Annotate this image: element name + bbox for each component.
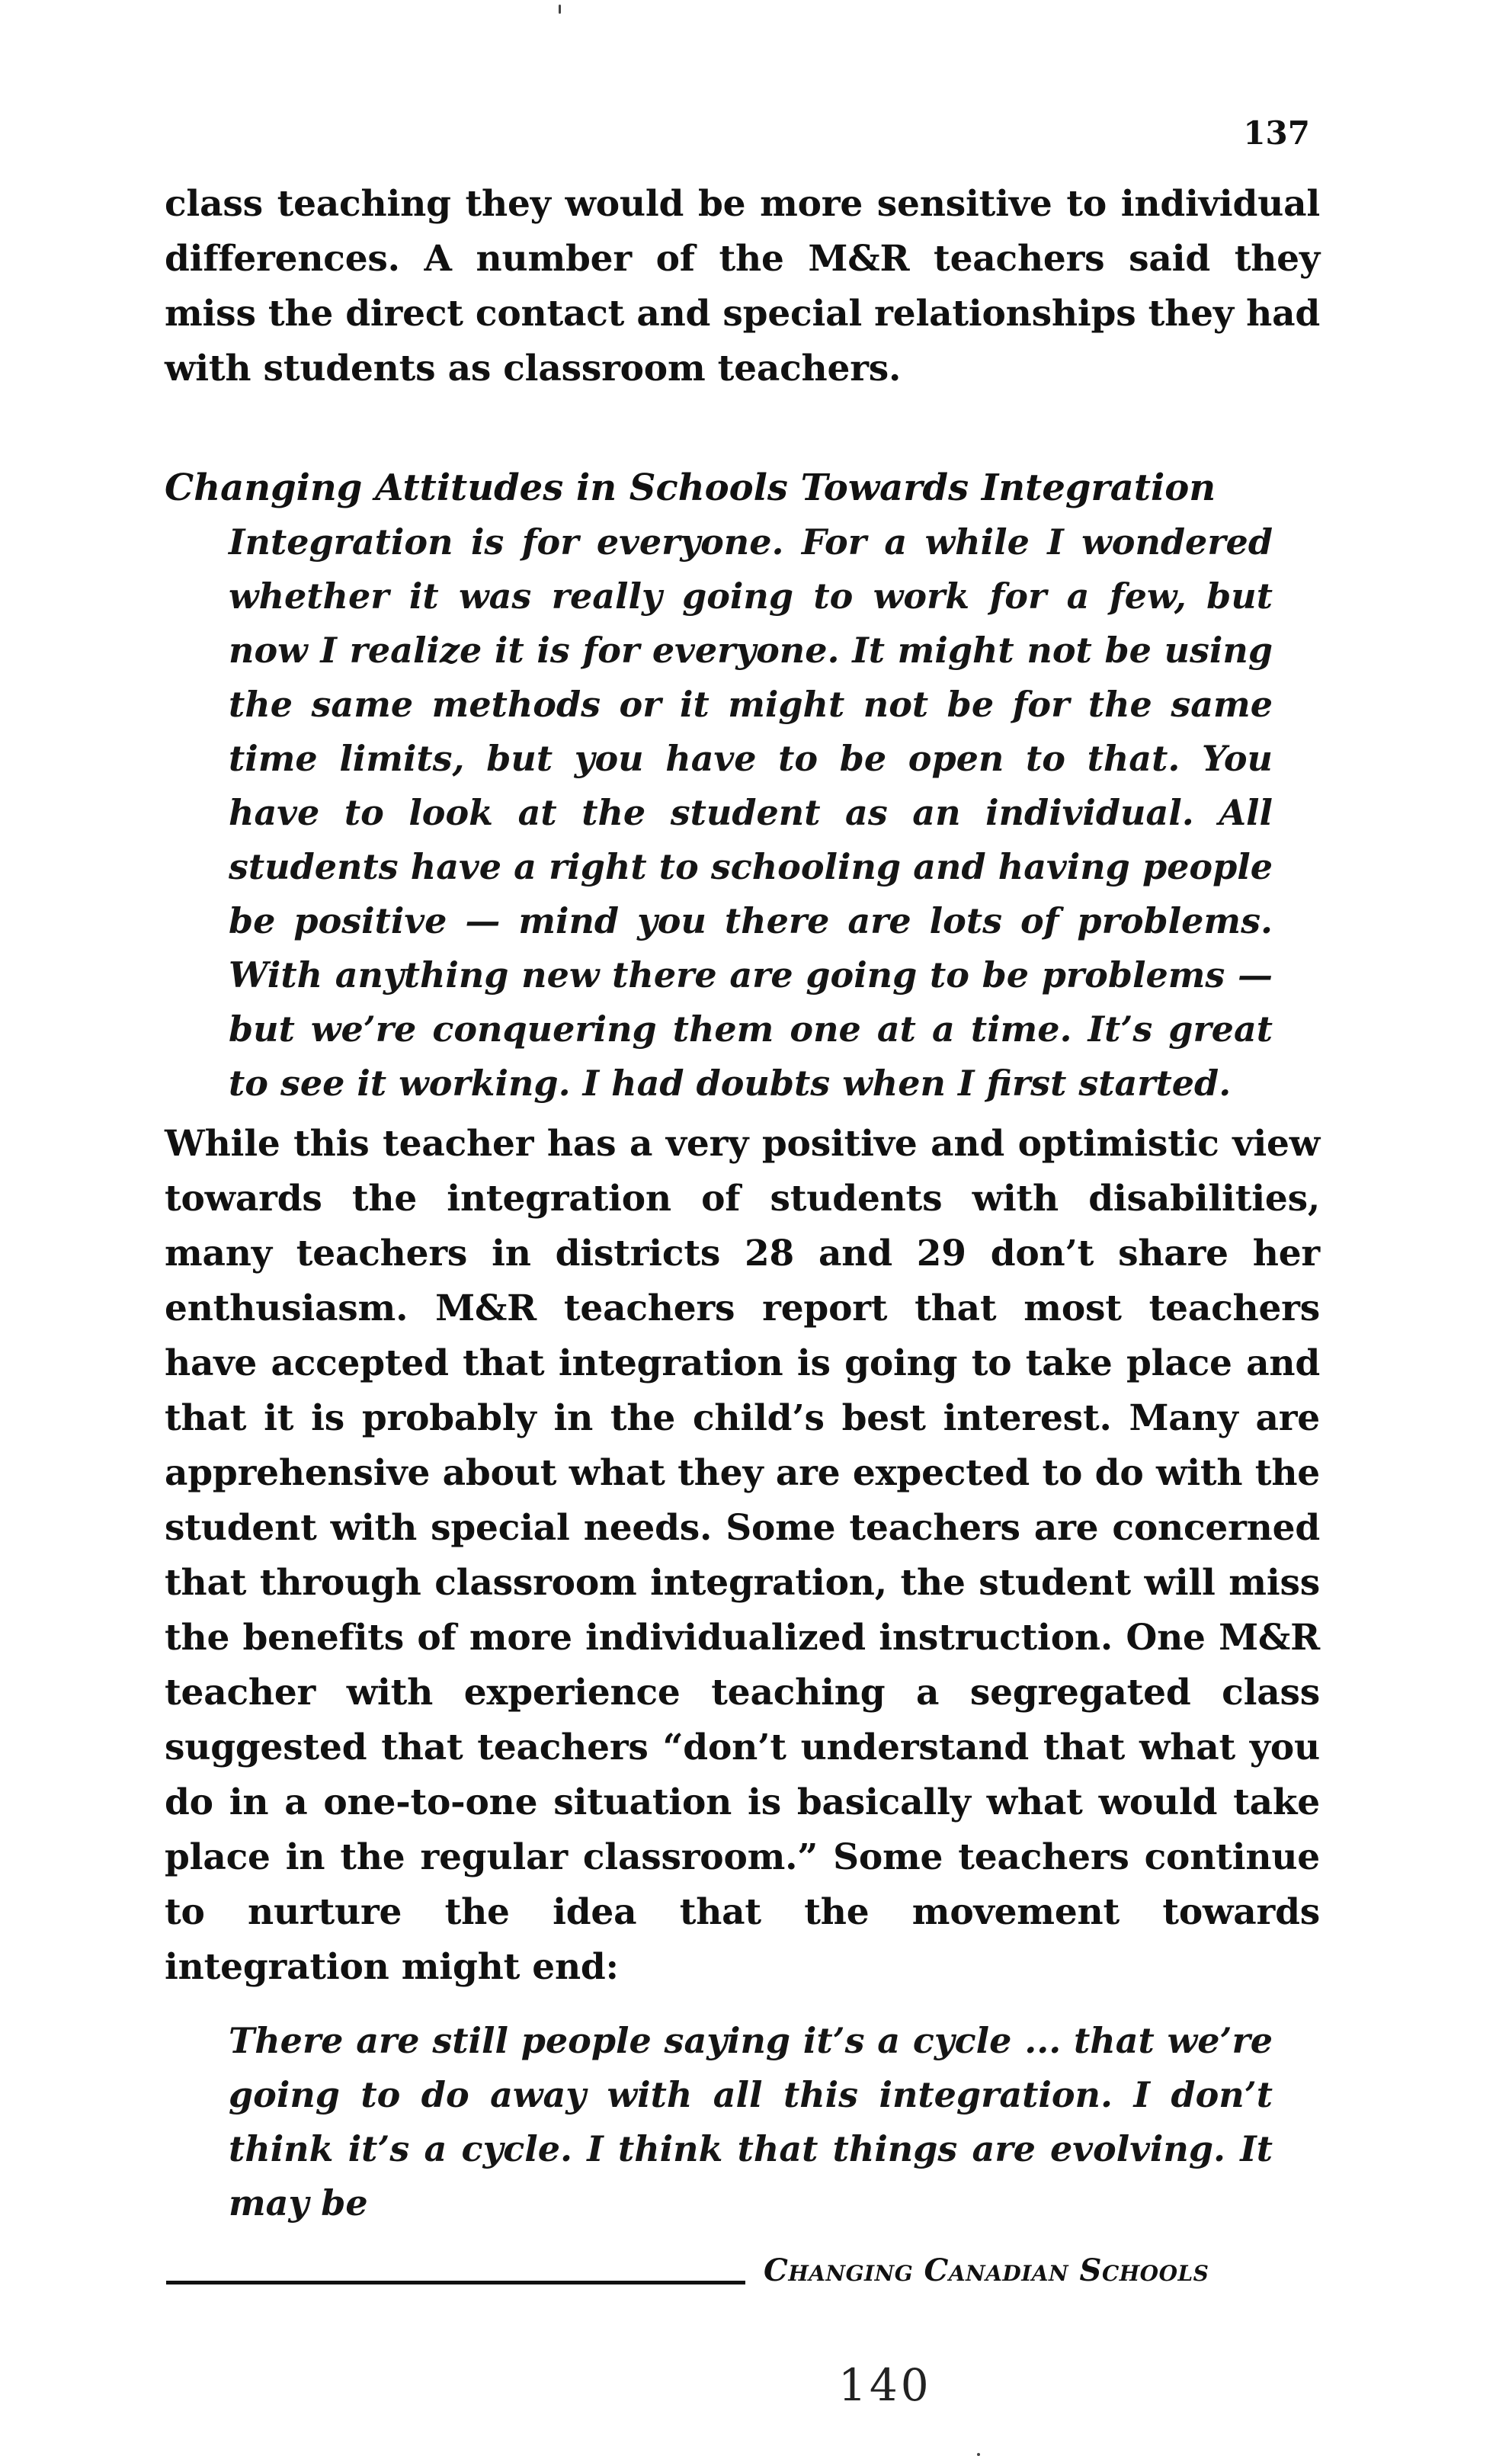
footer-book-title: Changing Canadian Schools — [764, 2252, 1209, 2288]
scan-artifact-mark — [559, 5, 561, 14]
footer-rule — [166, 2281, 745, 2284]
section-heading: Changing Attitudes in Schools Towards Integration — [165, 467, 1216, 509]
block-quote: Integration is for everyone. For a while I wondered whether it was really going to work for a few, but now I realize it is for everyone. It might not be using the same methods or it might not be for the same time limits, but you have to be open to that. You have to look at the student as an individual. All students have a right to schooling and having people be positive — mind you there are lots of problems. With anything new there are going to be problems — but we’re conquering them one at a time. It’s great to see it working. I had doubts when I first started. — [229, 521, 1273, 1104]
body-paragraph: class teaching they would be more sensitive to individual differences. A number of the M&R teachers said they miss the direct contact and special relationships they had with students as classroom teachers. — [165, 183, 1320, 390]
scan-artifact-mark — [977, 2453, 980, 2456]
page-number: 137 — [1243, 114, 1310, 152]
sheet-number: 140 — [838, 2359, 932, 2411]
block-quote: There are still people saying it’s a cycle ... that we’re going to do away with all this integration. I don’t think it’s a cycle. I think that things are evolving. It may be — [229, 2020, 1273, 2224]
body-paragraph: While this teacher has a very positive and optimistic view towards the integration of students with disabilities, many teachers in districts 28 and 29 don’t share her enthusiasm. M&R teachers report that most teachers have accepted that integration is going to take place and that it is probably in the child’s best interest. Many are apprehensive about what they are expected to do with the student with special needs. Some teachers are concerned that through classroom integration, the student will miss the benefits of more individualized instruction. One M&R teacher with experience teaching a segregated class suggested that teachers “don’t understand that what you do in a one-to-one situation is basically what would take place in the regular classroom.” Some teachers continue to nurture the idea that the movement towards integration might end: — [165, 1123, 1320, 1988]
